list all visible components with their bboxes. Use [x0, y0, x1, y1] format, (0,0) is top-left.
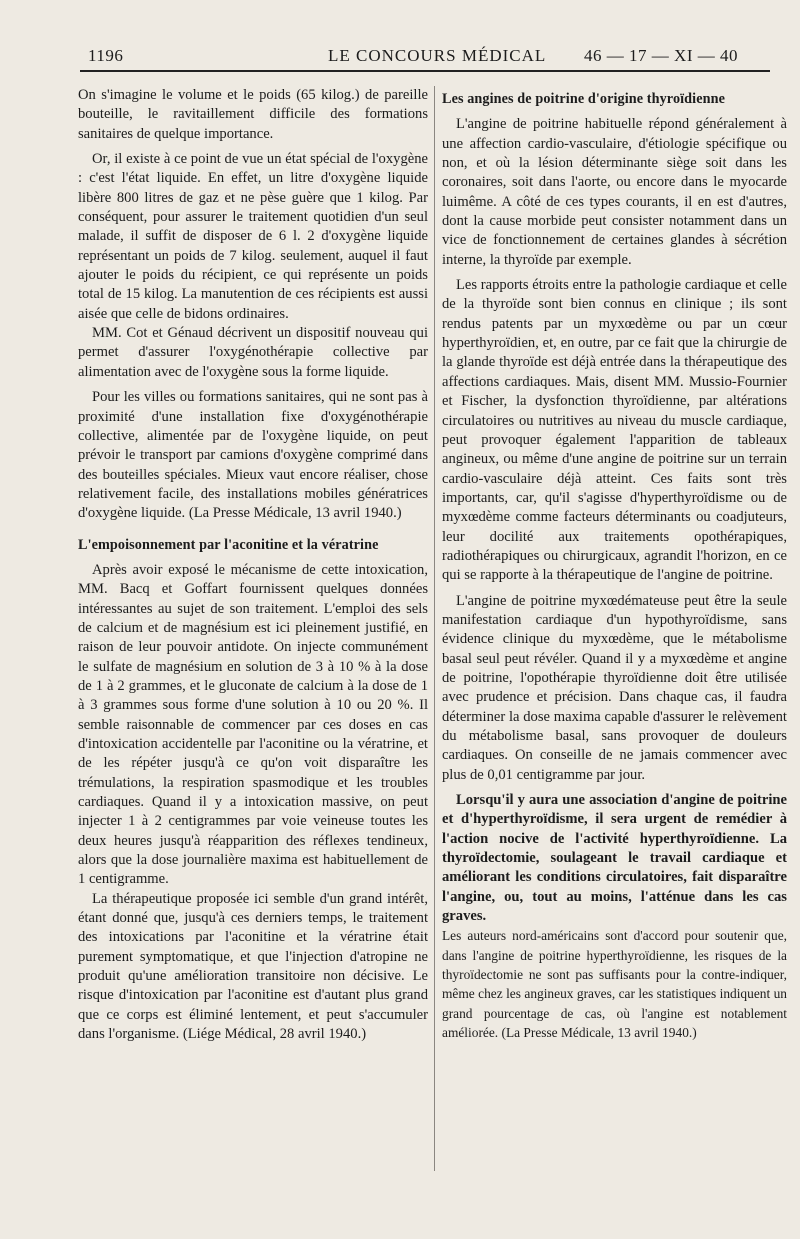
page-number: 1196 [88, 46, 124, 65]
issue-date: 46 — 17 — XI — 40 [584, 46, 738, 65]
right-paragraph-4b: Les auteurs nord-américains sont d'accord pour soutenir que, dans l'angine de poitrine hyperthyroïdienne, les risques de la thyroïdectomie ne sont pas suffisants pour la contre-indiquer, même chez les angineux graves, car les statistiques indiquent un grand pourcentage de cas, où l'angine est notablement améliorée. (La Presse Médicale, 13 avril 1940.) [442, 928, 787, 1041]
journal-title: LE CONCOURS MÉDICAL [328, 46, 547, 65]
left-paragraph-2: Or, il existe à ce point de vue un état spécial de l'oxygène : c'est l'état liquide. En effet, un litre d'oxygène liquide libère 800 litres de gaz et ne pèse guère que 1 kilog. Par conséquent, pour assurer le traitement quotidien d'un seul malade, il suffit de disposer de 6 l. 2 d'oxygène liquide représentant un poids de 7 kilog. seulement, auquel il faut ajouter le poids du récipient, ce qui représente un poids total de 15 kilog. La manutention de ces récipients est aussi aisée que celle de bidons ordinaires. [78, 151, 428, 322]
left-column [78, 86, 428, 1045]
left-paragraph-6: La thérapeutique proposée ici semble d'un grand intérêt, étant donné que, jusqu'à ces derniers temps, le traitement des intoxications par l'aconitine et la vératrine était purement symptomatique, et que l'injection d'atropine ne produit qu'une amélioration transitoire non décisive. Le risque d'intoxication par l'aconitine est d'autant plus grand que ce corps est éliminé lentement, et peut s'accumuler dans l'organisme. (Liége Médical, 28 avril 1940.) [78, 890, 428, 1043]
left-paragraph-1: On s'imagine le volume et le poids (65 kilog.) de pareille bouteille, le ravitaillement difficile des formations sanitaires de quelque importance. [78, 87, 428, 142]
right-paragraph-2: Les rapports étroits entre la pathologie cardiaque et celle de la thyroïde sont bien connus en clinique ; ils sont rendus patents par un myxœdème ou par un cœur hyperthyroïdien, et, en outre, par ce fait que la chirurgie de la glande thyroïde est déjà entrée dans la thérapeutique des affections cardiaques. Mais, disent MM. Mussio-Fournier et Fischer, la dysfonction thyroïdienne, par altérations circulatoires ou nutritives au niveau du muscle cardiaque, peut provoquer également l'apparition de tableaux angineux, ou même d'une angine de poitrine sur un terrain cardio-vasculaire déjà atteint. Ces faits sont très importants, car, qu'il s'agisse d'hyperthyroïdisme ou de myxœdème comme facteurs déterminants ou coadjuteurs, leur docilité aux traitements opothérapiques, radiothérapiques ou chirurgicaux, agrandit l'horizon, en ce qui se rapporte à la thérapeutique de l'angine de poitrine. [442, 277, 787, 584]
right-paragraph-3: L'angine de poitrine myxœdémateuse peut être la seule manifestation cardiaque d'un hypothyroïdisme, sans évidence clinique du myxœdème, que le métabolisme basal seul peut révéler. Quand il y a myxœdème et angine de poitrine, l'opothérapie thyroïdienne doit être utilisée avec prudence et précision. Dans chaque cas, il faudra déterminer la dose maxima capable d'assurer le relèvement du métabolisme basal, sans provoquer de douleurs cardiaques. On conseille de ne jamais commencer avec plus de 0,01 centigramme par jour. [442, 592, 787, 783]
right-paragraph-1: L'angine de poitrine habituelle répond généralement à une affection cardio-vasculaire, d'étiologie spécifique ou non, et où la lésion déterminante siège soit dans les coronaires, soit dans l'aorte, ou encore dans le myocarde luimême. A côté de ces types courants, il en est d'autres, dont la cause morbide peut consister notamment dans un vice de fonctionnement de certaines glandes à sécrétion interne, la thyroïde par exemple. [442, 116, 787, 268]
section-heading-angines: Les angines de poitrine d'origine thyroïdienne [442, 91, 725, 107]
right-paragraph-4: Lorsqu'il y aura une association d'angine de poitrine et d'hyperthyroïdisme, il sera urgent de remédier à l'action nocive de l'activité hyperthyroïdienne. La thyroïdectomie, soulageant le travail cardiaque et améliorant les conditions circulatoires, fait disparaître l'angine, ou, tout au moins, l'atténue dans les cas graves. [442, 792, 787, 925]
page-header [80, 46, 770, 72]
left-paragraph-4: Pour les villes ou formations sanitaires, qui ne sont pas à proximité d'une installation fixe d'oxygénothérapie collective, alimentée par de l'oxygène liquide, on peut prévoir le transport par camions d'oxygène comprimé dans des bouteilles spéciales. Mieux vaut encore réaliser, chose relativement facile, des installations mobiles génératrices d'oxygène liquide. (La Presse Médicale, 13 avril 1940.) [78, 389, 428, 522]
right-column [442, 86, 787, 1043]
section-heading-aconitine: L'empoisonnement par l'aconitine et la vératrine [78, 536, 379, 553]
left-paragraph-5: Après avoir exposé le mécanisme de cette intoxication, MM. Bacq et Goffart fournissent quelques données intéressantes au sujet de son traitement. L'emploi des sels de calcium et de magnésium est ici pleinement justifié, en raison de leur pouvoir antidote. On injecte communément le sulfate de magnésium en solution de 3 à 10 % à la dose de 1 à 2 grammes, et le gluconate de calcium à la dose de 1 à 3 grammes sous forme d'une solution à 10 ou 20 %. Il semble raisonnable de commencer par ces doses en cas d'intoxication accidentelle par l'aconitine ou la vératrine, et de les répéter jusqu'à ce qu'on voit disparaître les trémulations, la respiration spasmodique et les troubles cardiaques. Quand il y a intoxication massive, on peut injecter 1 à 2 centigrammes par voie veineuse toutes les deux heures jusqu'à réapparition des réflexes tendineux, alors que la dose journalière maxima est habituellement de 1 centigramme. [78, 561, 428, 888]
left-paragraph-3: MM. Cot et Génaud décrivent un dispositif nouveau qui permet d'assurer l'oxygénothérapie collective par alimentation avec de l'oxygène sous la forme liquide. [78, 325, 428, 380]
column-divider [434, 86, 435, 1171]
